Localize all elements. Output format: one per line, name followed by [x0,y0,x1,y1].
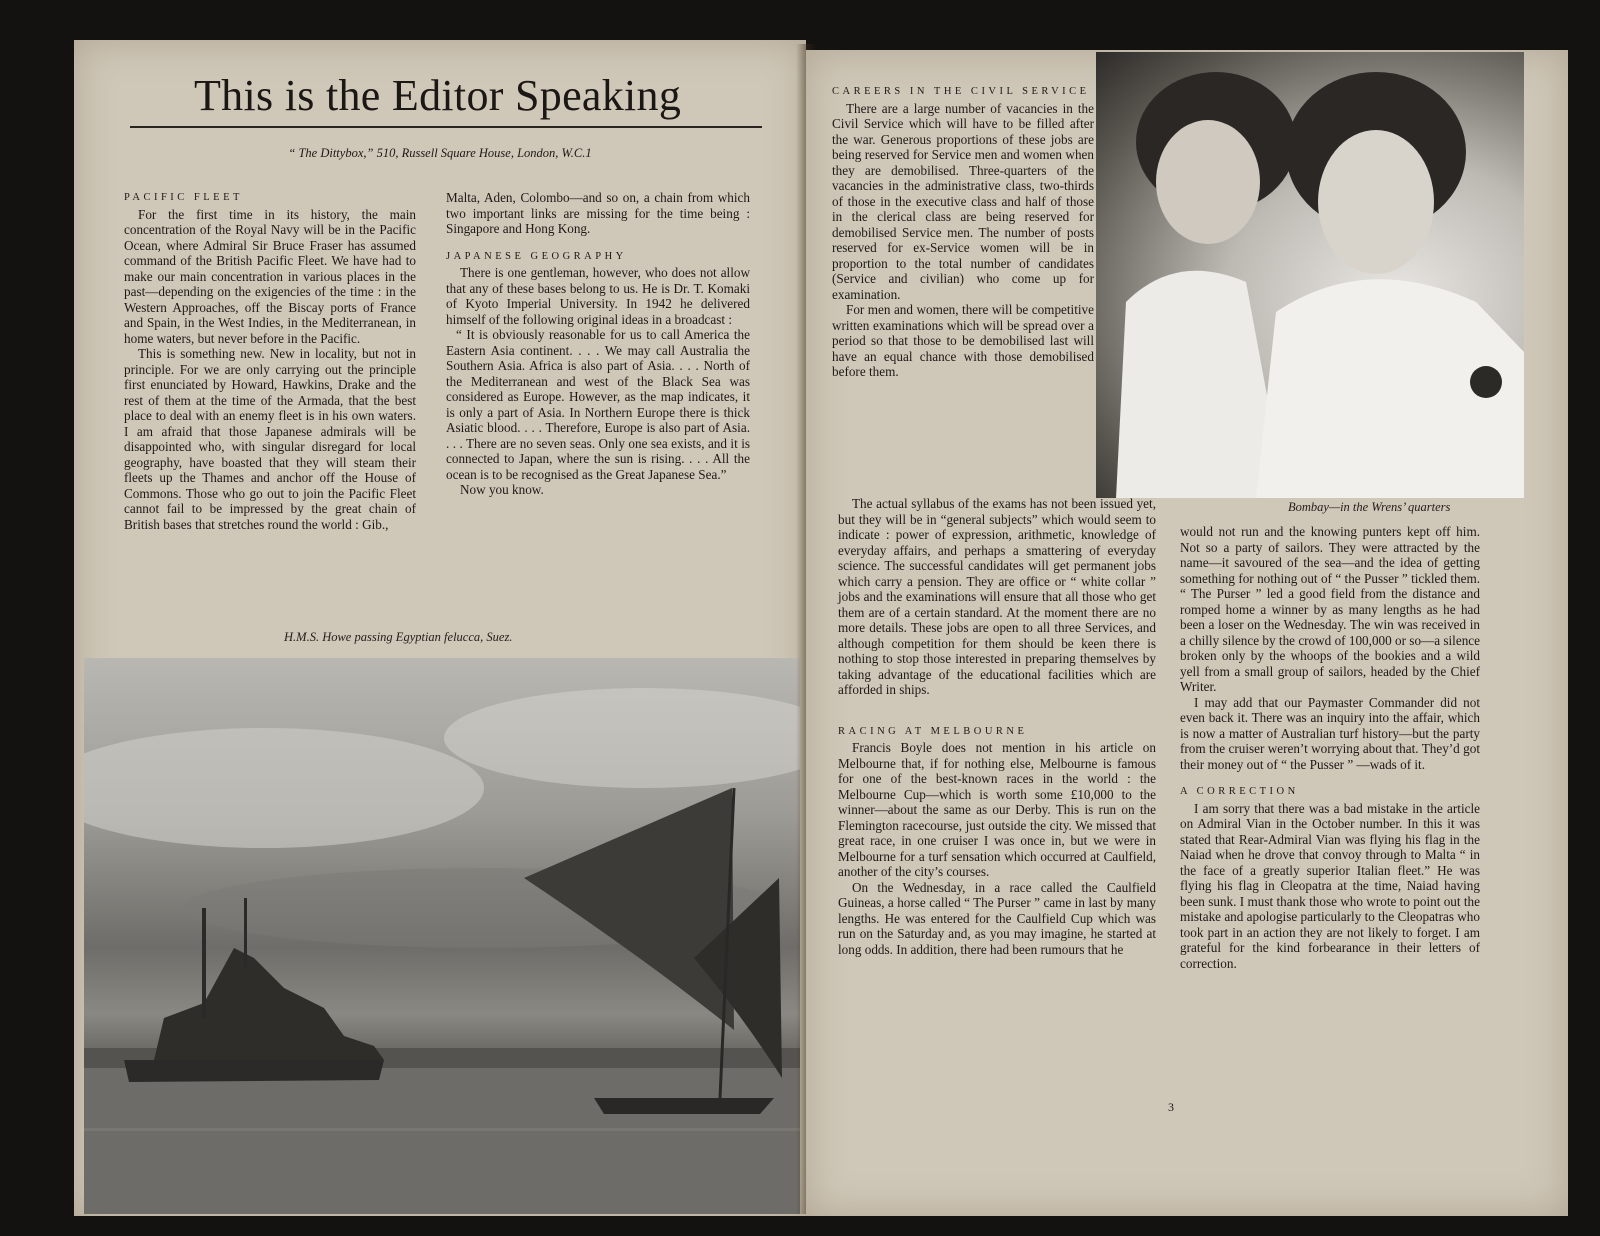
paragraph: There is one gentleman, however, who does not allow that any of these bases belong to us. He is Dr. T. Komaki of Kyoto Imperial University. In 1942 he delivered himself of the following original ideas in a broadcast : [446,265,750,327]
paragraph: For men and women, there will be competitive written examinations which will be spread over a period so that those to be demobilised last will have an equal chance with those demobilised before them. [832,302,1094,379]
paragraph: The actual syllabus of the exams has not been issued yet, but they will be in “general subjects” which would seem to indicate : power of expression, arithmetic, knowledge of everyday affairs, and perhaps a smattering of everyday science. The successful candidates will get permanent jobs which carry a pension. They are office or “ white collar ” jobs and the examinations will ensure that all those who get them are of a certain standard. At the moment there are no more details. These jobs are open to all three Services, and although competition for them should be keen there is nothing to stop those interested in preparing themselves by taking advantage of the educational facilities which are afforded in ships. [838,496,1156,697]
section-heading-careers: CAREERS IN THE CIVIL SERVICE [832,86,1090,97]
ship-felucca-illustration [84,658,800,1214]
section-heading-racing: RACING AT MELBOURNE [838,725,1028,737]
photo-caption-wrens: Bombay—in the Wrens’ quarters [1288,500,1451,514]
editor-address: “ The Dittybox,” 510, Russell Square House, London, W.C.1 [288,146,592,160]
paragraph: On the Wednesday, in a race called the Caulfield Guineas, a horse called “ The Purser ” came in last by many lengths. He was entered for the Caulfield Cup which was run on the Saturday and, as you may imagine, he started at long odds. In addition, there had been rumours that he [838,879,1156,957]
paragraph: There are a large number of vacancies in the Civil Service which will have to be filled after the war. Generous proportions of these jobs are being reserved for Service men and women when they are demobilised. Three-quarters of the vacancies in the administrative class, two-thirds of those in the executive class and half of those in the clerical class are being reserved for demobilised Service men. The number of posts reserved for ex-Service women will be in proportion to the total number of candidates (Service and civilian) who come up for examination. [832,100,1094,302]
column-careers [832,84,1094,380]
left-page [74,40,806,1216]
photo-caption-ship: H.M.S. Howe passing Egyptian felucca, Suez. [284,630,513,644]
page-number: 3 [1168,1100,1174,1114]
section-heading-japanese-geography: JAPANESE GEOGRAPHY [446,250,627,262]
quote-paragraph: “ It is obviously reasonable for us to call America the Eastern Asia continent. . . . We may call Australia the Southern Asia. Africa is also part of Asia. . . . North of the Mediterranean and west of the Black Sea was considered as Europe. However, as the map indicates, it is only a part of Asia. In Northern Europe there is thick Asiatic blood. . . . Therefore, Europe is also part of Asia. . . . There are no seven seas. Only one sea exists, and it is connected to Japan, where the sun is rising. . . . All the ocean is to be recognised as the Great Japanese Sea.” [446,327,750,482]
paragraph: This is something new. New in locality, but not in principle. For we are only carrying out the principle first enunciated by Howard, Hawkins, Drake and the rest of them at the time of the Armada, that the best place to deal with an enemy fleet is in his own waters. I am afraid that those Japanese admirals will be disappointed who, with singular disregard for local geography, have boasted that they will steam their fleets up the Thames and anchor off the House of Commons. Those who go out to join the Pacific Fleet cannot fail to be impressed by the great chain of British bases that stretches round the world : Gib., [124,346,416,532]
right-page [806,50,1568,1216]
section-heading-pacific-fleet: PACIFIC FLEET [124,192,243,203]
title-rule [130,126,762,128]
column-japanese-geography [446,190,750,498]
paragraph: would not run and the knowing punters kept off him. Not so a party of sailors. They were attracted by the name—it savoured of the sea—and the idea of getting something for nothing out of “ the Pusser ” tickled them. “ The Purser ” led a good field from the distance and romped home a winner by as many lengths as he had been a loser on the Wednesday. The win was received in a chilly silence by the crowd of 100,000 or so—a silence broken only by the whoops of the bookies and a wild yell from a small group of sailors, headed by the Chief Writer. [1180,524,1480,694]
paragraph: For the first time in its history, the main concentration of the Royal Navy will be in the Pacific Ocean, where Admiral Sir Bruce Fraser has assumed command of the British Pacific Fleet. We have had to make our main concentration in various places in the past—depending on the exigencies of the time : in the Western Approaches, off the Biscay ports of France and Spain, in the West Indies, in the Mediterranean, in home waters, but never before in the Pacific. [124,206,416,346]
paragraph: I may add that our Paymaster Commander did not even back it. There was an inquiry into the affair, which is now a matter of Australian turf history—but the party from the cruiser weren’t worrying about that. They’d got their money out of “ the Pusser ” —wads of it. [1180,694,1480,772]
column-careers-continued [838,496,1156,957]
wrens-photo [1096,52,1524,498]
paragraph: Malta, Aden, Colombo—and so on, a chain from which two important links are missing for the time being : Singapore and Hong Kong. [446,190,750,236]
section-heading-correction: A CORRECTION [1180,786,1299,797]
paragraph: I am sorry that there was a bad mistake in the article on Admiral Vian in the October number. In this it was stated that Rear-Admiral Vian was flying his flag in the Naiad when he drove that convoy through to Malta “ in the face of a greatly superior Italian fleet.” He was flying his flag in Cleopatra at the time, Naiad having been sunk. I must thank those who wrote to point out the mistake and apologise particularly to the Cleopatras who took part in an action they are not likely to forget. I am grateful for the kind forbearance in their letters of correction. [1180,800,1480,971]
ship-felucca-photo [84,658,800,1214]
paragraph: Francis Boyle does not mention in his article on Melbourne that, if for nothing else, Melbourne is famous for one of the best-known races in the world : the Melbourne Cup—which is worth some £10,000 to the winner—about the same as our Derby. This is run on the Flemington racecourse, just outside the city. We missed that great race, in one cruiser I was once in, but we were in Melbourne for a turf sensation which occurred at Caulfield, another of the city’s courses. [838,740,1156,879]
wrens-illustration [1096,52,1524,498]
column-racing-continued [1180,524,1480,971]
paragraph: Now you know. [460,482,544,497]
page-title: This is the Editor Speaking [194,71,682,120]
column-pacific-fleet [124,190,416,532]
